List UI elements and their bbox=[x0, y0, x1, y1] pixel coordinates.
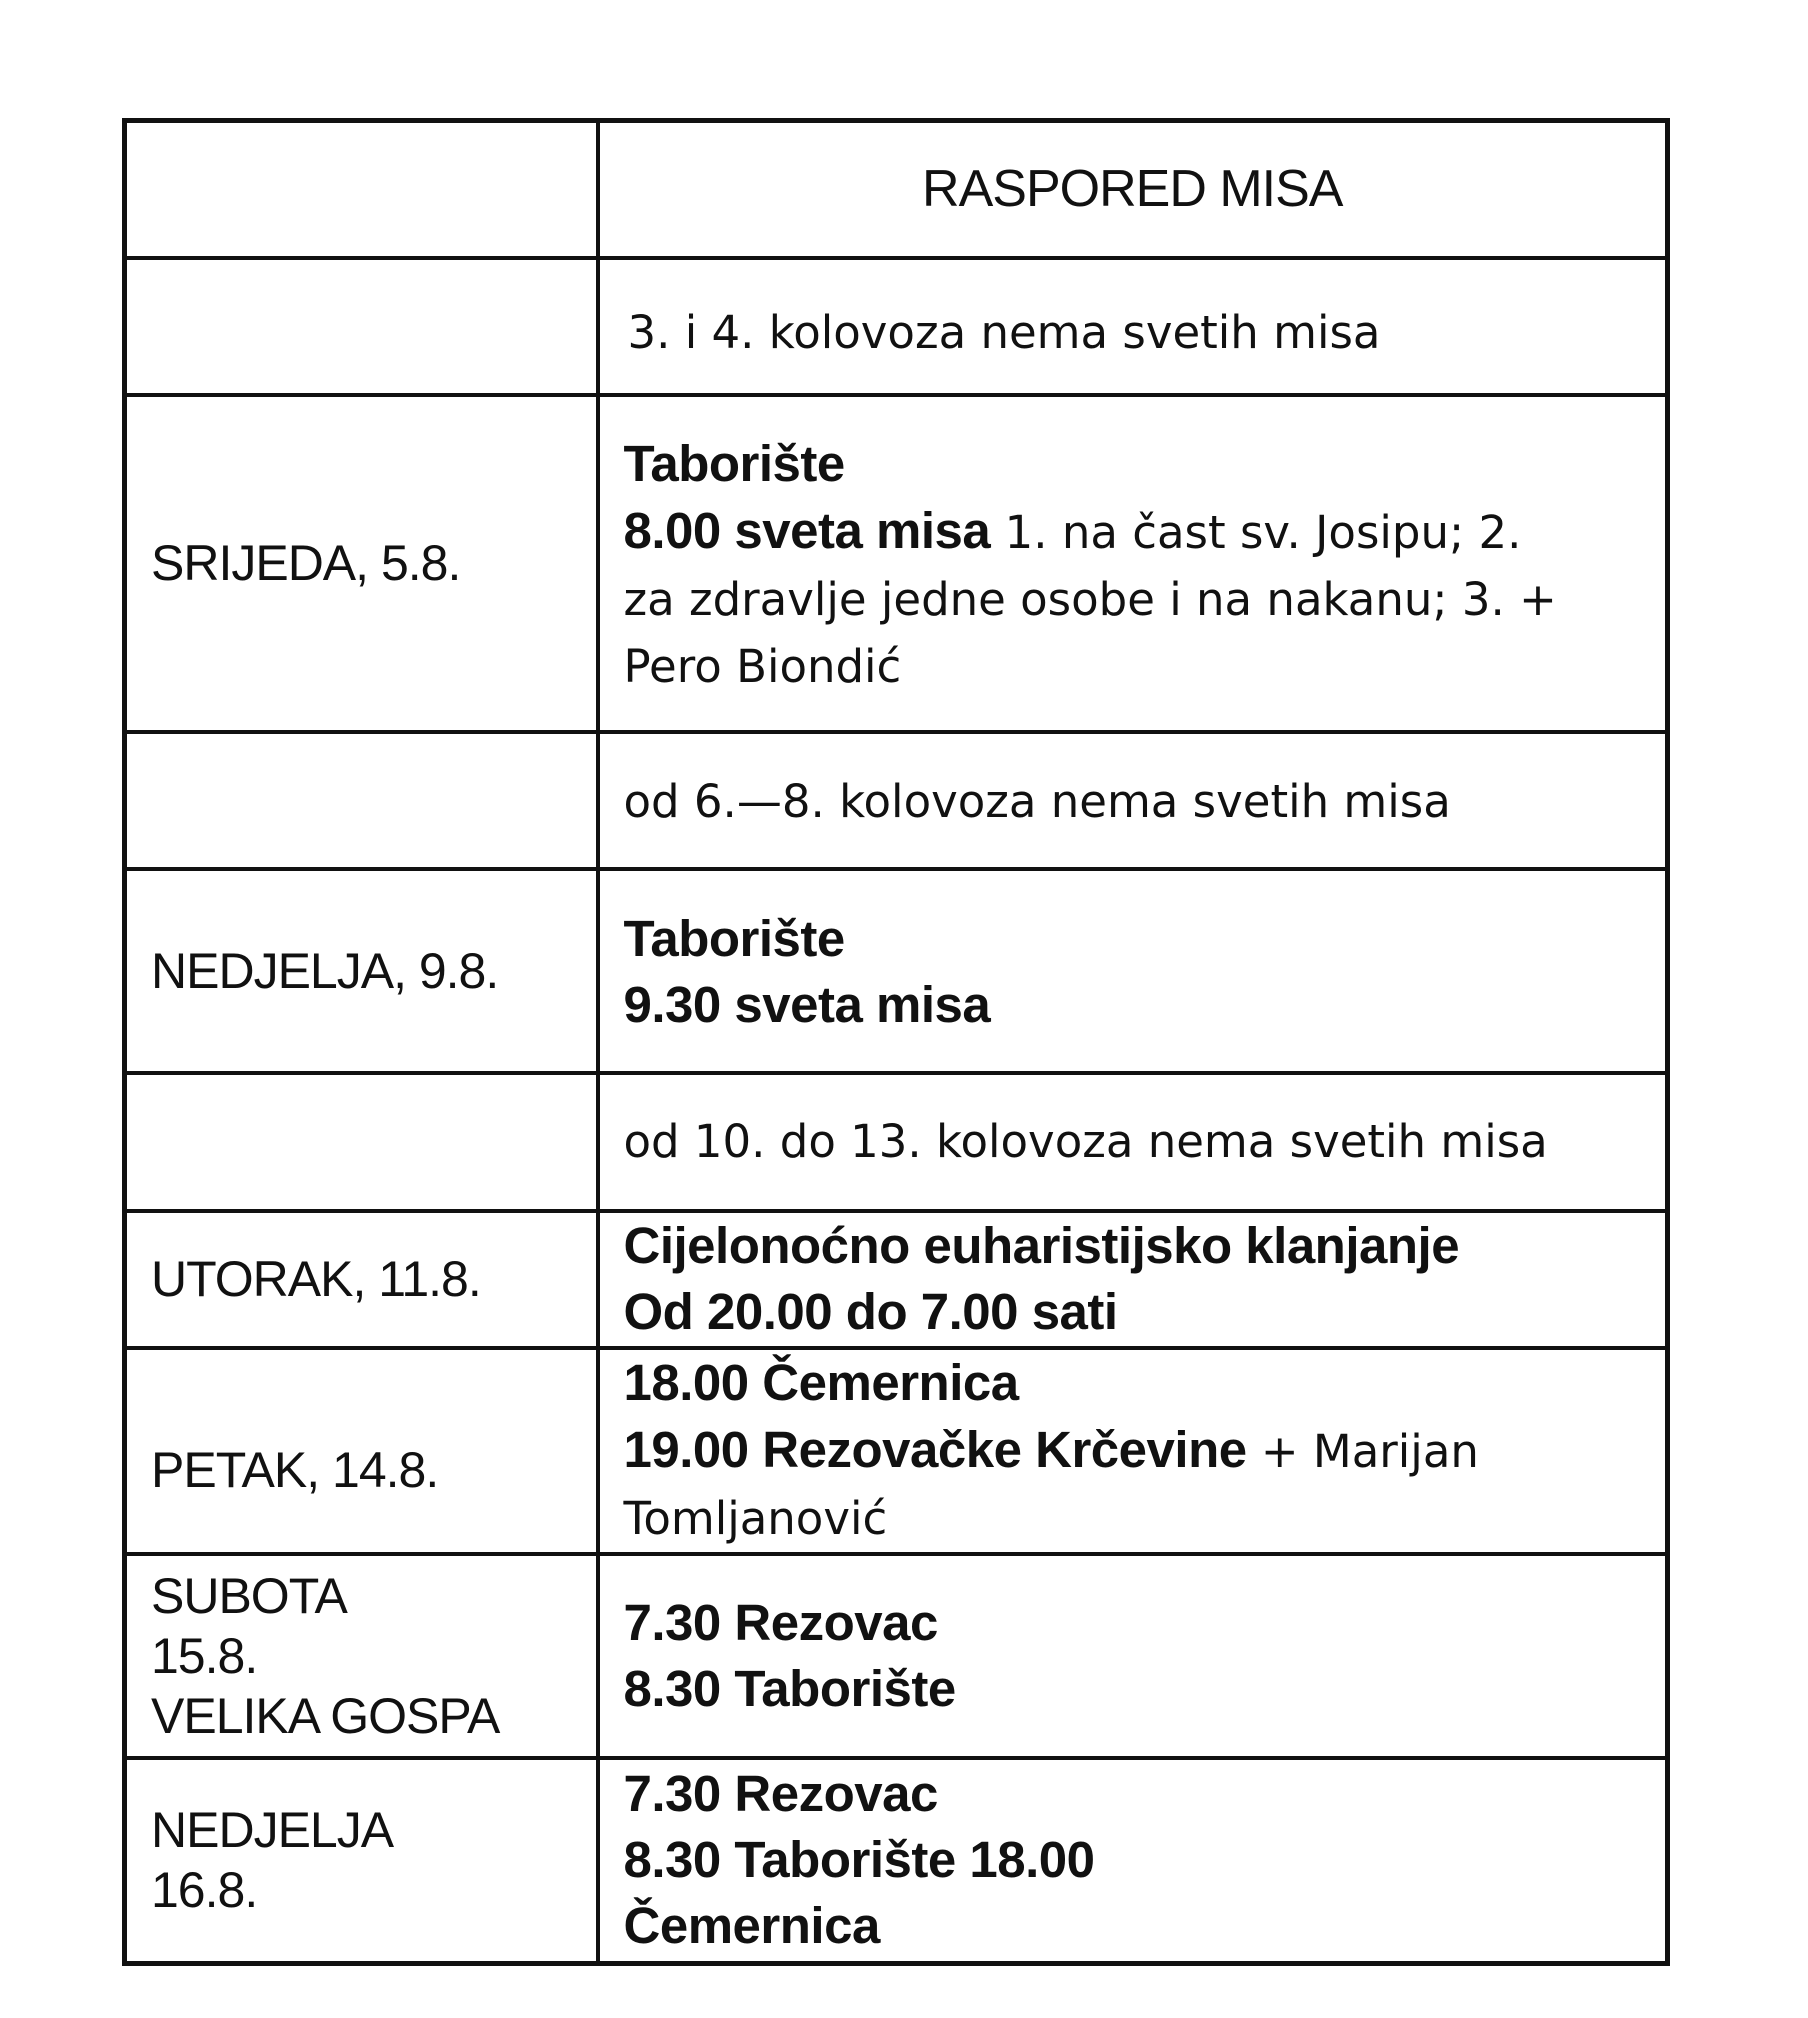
mass-intention: + Marijan bbox=[1246, 1424, 1479, 1478]
day-name: NEDJELJA bbox=[151, 1802, 394, 1859]
table-row bbox=[125, 1758, 1668, 1964]
adoration-title: Cijelonoćno euharistijsko klanjanje bbox=[623, 1217, 1460, 1274]
day-cell: PETAK, 14.8. bbox=[125, 1348, 598, 1554]
table-row bbox=[125, 732, 1668, 869]
mass-intentions-line: za zdravlje jedne osobe i na nakanu; 3. + bbox=[623, 572, 1557, 626]
mass-schedule-table bbox=[122, 118, 1670, 1966]
header-row bbox=[125, 121, 1668, 258]
mass-intentions-line: Pero Biondić bbox=[623, 639, 902, 693]
mass-time-place: 7.30 Rezovac bbox=[623, 1765, 938, 1823]
day-cell: UTORAK, 11.8. bbox=[125, 1211, 598, 1348]
day-cell bbox=[125, 1073, 598, 1211]
mass-time-place: 19.00 Rezovačke Krčevine bbox=[623, 1420, 1247, 1478]
mass-info-cell bbox=[598, 1758, 1668, 1964]
day-cell: SRIJEDA, 5.8. bbox=[125, 395, 598, 732]
table-row bbox=[125, 869, 1668, 1073]
no-mass-note: od 6.—8. kolovoza nema svetih misa bbox=[598, 732, 1668, 869]
mass-time: 9.30 sveta misa bbox=[623, 975, 991, 1033]
table-title: RASPORED MISA bbox=[598, 121, 1668, 258]
table-row bbox=[125, 1211, 1668, 1348]
mass-time-place: 8.30 Taborište bbox=[623, 1659, 956, 1717]
adoration-info-cell bbox=[598, 1211, 1668, 1348]
mass-place: Čemernica bbox=[623, 1897, 880, 1955]
day-cell bbox=[125, 1554, 598, 1758]
no-mass-note: 3. i 4. kolovoza nema svetih misa bbox=[598, 258, 1668, 395]
day-cell bbox=[125, 258, 598, 395]
mass-intention-line: Tomljanović bbox=[623, 1491, 888, 1545]
header-empty-cell bbox=[125, 121, 598, 258]
place-name: Taborište bbox=[623, 909, 845, 967]
table-row bbox=[125, 1348, 1668, 1554]
day-cell bbox=[125, 1758, 598, 1964]
mass-info-cell bbox=[598, 1554, 1668, 1758]
mass-line bbox=[624, 497, 1642, 566]
day-name: SUBOTA bbox=[151, 1567, 347, 1624]
mass-info-cell bbox=[598, 1348, 1668, 1554]
mass-info-cell bbox=[598, 395, 1668, 732]
mass-time-place: 7.30 Rezovac bbox=[623, 1593, 938, 1651]
table-row bbox=[125, 258, 1668, 395]
mass-time-place: 18.00 Čemernica bbox=[623, 1353, 1019, 1411]
place-name: Taborište bbox=[623, 434, 845, 492]
day-cell: NEDJELJA, 9.8. bbox=[125, 869, 598, 1073]
adoration-time: Od 20.00 do 7.00 sati bbox=[623, 1283, 1118, 1340]
mass-line bbox=[624, 1416, 1642, 1485]
day-cell bbox=[125, 732, 598, 869]
day-date: 16.8. bbox=[151, 1862, 258, 1919]
mass-info-cell bbox=[598, 869, 1668, 1073]
table-row bbox=[125, 395, 1668, 732]
table-row bbox=[125, 1073, 1668, 1211]
no-mass-note: od 10. do 13. kolovoza nema svetih misa bbox=[598, 1073, 1668, 1211]
feast-name: VELIKA GOSPA bbox=[151, 1687, 500, 1744]
mass-time-place: 8.30 Taborište 18.00 bbox=[623, 1831, 1095, 1889]
day-date: 15.8. bbox=[151, 1627, 258, 1684]
mass-intentions: 1. na čast sv. Josipu; 2. bbox=[990, 505, 1522, 559]
mass-label: 8.00 sveta misa bbox=[623, 501, 991, 559]
table-row bbox=[125, 1554, 1668, 1758]
